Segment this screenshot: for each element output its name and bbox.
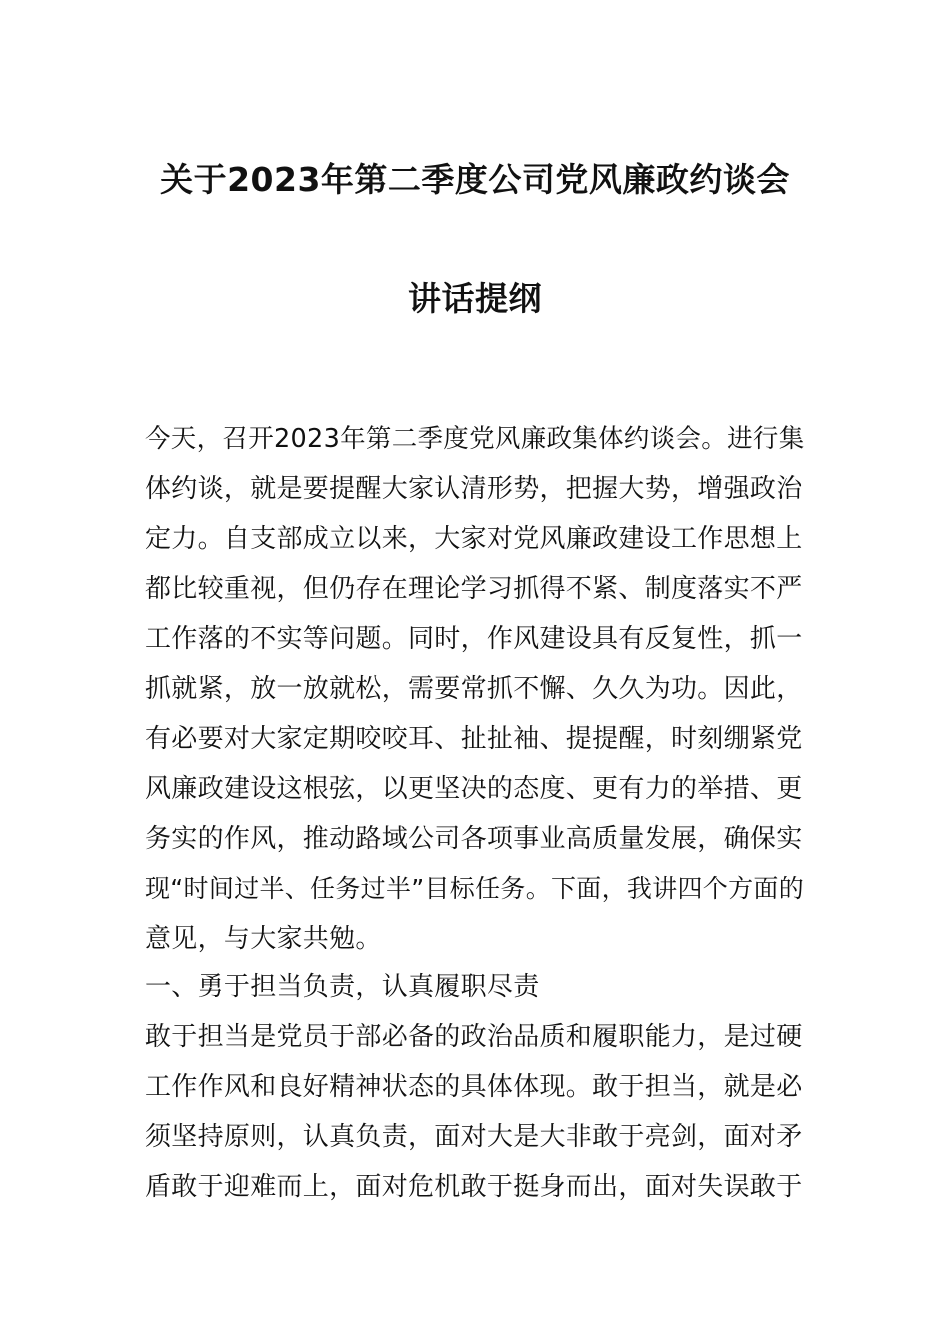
body-line: 有必要对大家定期咬咬耳、扯扯袖、提提醒，时刻绷紧党: [145, 724, 803, 754]
body-line: 定力。自支部成立以来，大家对党风廉政建设工作思想上: [145, 524, 803, 554]
body-line: 须坚持原则，认真负责，面对大是大非敢于亮剑，面对矛: [145, 1122, 803, 1152]
body-line: 盾敢于迎难而上，面对危机敢于挺身而出，面对失误敢于: [145, 1172, 803, 1202]
body-line: 现“时间过半、任务过半”目标任务。下面，我讲四个方面的: [145, 874, 805, 903]
body-line: 体约谈，就是要提醒大家认清形势，把握大势，增强政治: [145, 474, 803, 504]
body-line: 工作落的不实等问题。同时，作风建设具有反复性，抓一: [145, 624, 803, 654]
body-line: 意见，与大家共勉。: [145, 924, 382, 954]
body-line: 抓就紧，放一放就松，需要常抓不懈、久久为功。因此，: [145, 674, 803, 704]
body-line: 敢于担当是党员于部必备的政治品质和履职能力，是过硬: [145, 1022, 803, 1052]
section-heading: 一、勇于担当负责，认真履职尽责: [145, 972, 540, 1002]
body-line: 风廉政建设这根弦，以更坚决的态度、更有力的举措、更: [145, 774, 803, 804]
body-line: 今天，召开2023年第二季度党风廉政集体约谈会。进行集: [145, 424, 805, 454]
body-line: 务实的作风，推动路域公司各项事业高质量发展，确保实: [145, 824, 803, 854]
body-line: 都比较重视，但仍存在理论学习抓得不紧、制度落实不严: [145, 574, 803, 604]
document-title-line-2: 讲话提纲: [408, 279, 542, 318]
document-title-line-1: 关于2023年第二季度公司党风廉政约谈会: [160, 160, 790, 199]
body-line: 工作作风和良好精神状态的具体体现。敢于担当，就是必: [145, 1072, 803, 1102]
